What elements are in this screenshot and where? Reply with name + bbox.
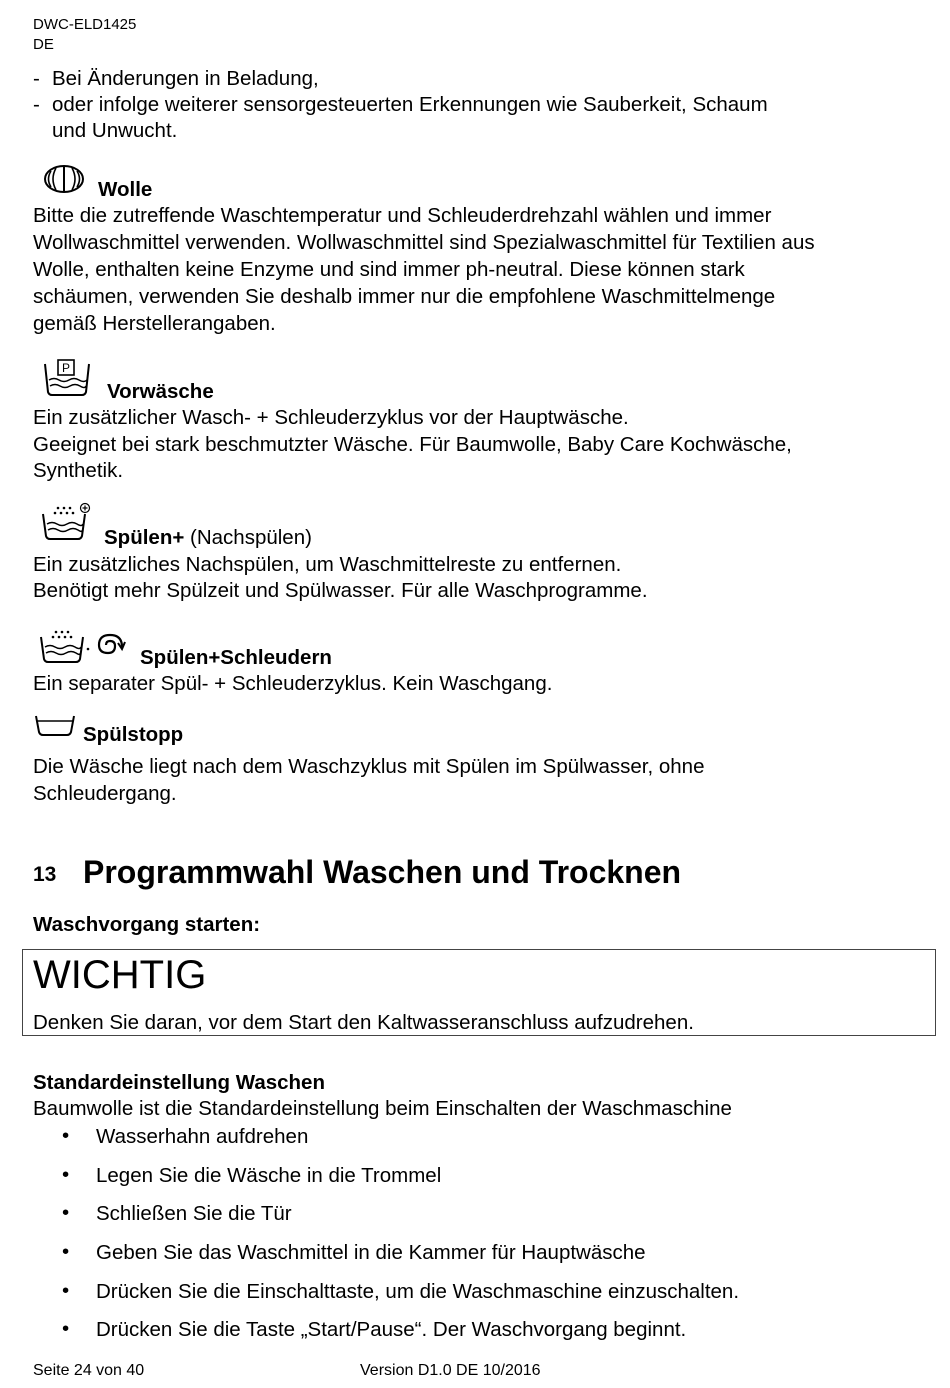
wolle-text-line: schäumen, verwenden Sie deshalb immer nur die empfohlene Waschmittelmenge <box>33 285 776 308</box>
wolle-text-line: Wolle, enthalten keine Enzyme und sind immer ph-neutral. Diese können stark <box>33 258 745 281</box>
wolle-text-line: gemäß Herstellerangaben. <box>33 312 276 335</box>
list-dash: - <box>33 67 40 90</box>
spuelen-plus-text-line: Benötigt mehr Spülzeit und Spülwasser. Für alle Waschprogramme. <box>33 579 648 602</box>
section-title-spuelen-schleudern: Spülen+Schleudern <box>140 646 332 669</box>
footer-version: Version D1.0 DE 10/2016 <box>360 1362 541 1379</box>
wolle-text-line: Bitte die zutreffende Waschtemperatur und Schleuderdrehzahl wählen und immer <box>33 204 772 227</box>
section-title-spuelen-plus-row <box>104 525 312 552</box>
bullet: • <box>62 1317 70 1340</box>
prewash-icon-label: P <box>61 361 71 375</box>
list-dash: - <box>33 93 40 116</box>
prewash-icon <box>42 358 92 398</box>
list-item: Drücken Sie die Taste „Start/Pause“. Der Waschvorgang beginnt. <box>96 1318 687 1341</box>
rinse-plus-icon <box>40 502 92 542</box>
footer-page: Seite 24 von 40 <box>33 1362 145 1379</box>
wolle-text-line: Wollwaschmittel verwenden. Wollwaschmittel sind Spezialwaschmittel für Textilien aus <box>33 231 815 254</box>
list-item: Bei Änderungen in Beladung, <box>52 67 319 90</box>
section-title-wolle: Wolle <box>98 178 153 201</box>
wool-program-icon <box>42 163 86 195</box>
bullet: • <box>62 1240 70 1263</box>
important-title: WICHTIG <box>33 953 207 997</box>
section-title-spuelen-plus: Spülen+ <box>104 526 185 549</box>
list-item: Drücken Sie die Einschalttaste, um die Waschmaschine einzuschalten. <box>96 1280 740 1303</box>
spuelstopp-text-line: Schleudergang. <box>33 782 177 805</box>
rinse-spin-icon <box>38 627 128 667</box>
list-item: Wasserhahn aufdrehen <box>96 1125 309 1148</box>
bullet: • <box>62 1163 70 1186</box>
bullet: • <box>62 1201 70 1224</box>
list-item: oder infolge weiterer sensorgesteuerten Erkennungen wie Sauberkeit, Schaum <box>52 93 768 116</box>
start-heading: Waschvorgang starten: <box>33 913 261 936</box>
chapter-title: Programmwahl Waschen und Trocknen <box>83 854 682 890</box>
list-item-continuation: und Unwucht. <box>52 119 178 142</box>
section-title-vorwaesche: Vorwäsche <box>107 380 214 403</box>
list-item: Legen Sie die Wäsche in die Trommel <box>96 1164 442 1187</box>
standard-heading: Standardeinstellung Waschen <box>33 1071 325 1094</box>
list-item: Geben Sie das Waschmittel in die Kammer für Hauptwäsche <box>96 1241 646 1264</box>
section-title-spuelstopp: Spülstopp <box>83 723 184 746</box>
doc-language: DE <box>33 36 54 53</box>
vorwaesche-text-line: Ein zusätzlicher Wasch- + Schleuderzyklus vor der Hauptwäsche. <box>33 406 629 429</box>
rinse-hold-icon <box>34 713 76 739</box>
section-subtitle-spuelen-plus: (Nachspülen) <box>190 526 312 549</box>
chapter-number: 13 <box>33 863 57 886</box>
standard-intro: Baumwolle ist die Standardeinstellung beim Einschalten der Waschmaschine <box>33 1097 732 1120</box>
spuelstopp-text-line: Die Wäsche liegt nach dem Waschzyklus mit Spülen im Spülwasser, ohne <box>33 755 705 778</box>
vorwaesche-text-line: Geeignet bei stark beschmutzter Wäsche. Für Baumwolle, Baby Care Kochwäsche, <box>33 433 792 456</box>
important-text: Denken Sie daran, vor dem Start den Kaltwasseranschluss aufzudrehen. <box>33 1011 694 1034</box>
list-item: Schließen Sie die Tür <box>96 1202 292 1225</box>
bullet: • <box>62 1124 70 1147</box>
spuelen-plus-text-line: Ein zusätzliches Nachspülen, um Waschmittelreste zu entfernen. <box>33 553 622 576</box>
vorwaesche-text-line: Synthetik. <box>33 459 124 482</box>
spuelen-schleudern-text-line: Ein separater Spül- + Schleuderzyklus. Kein Waschgang. <box>33 672 553 695</box>
bullet: • <box>62 1279 70 1302</box>
doc-id: DWC-ELD1425 <box>33 16 137 33</box>
